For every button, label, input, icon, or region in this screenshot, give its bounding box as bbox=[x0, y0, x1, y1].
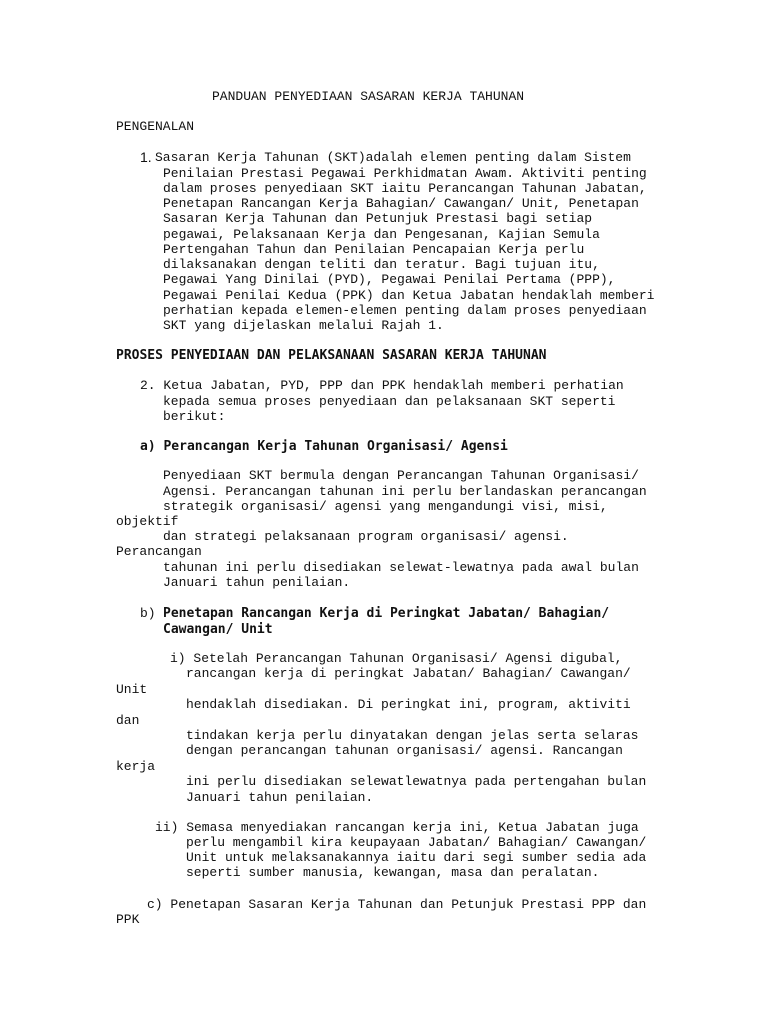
paragraph-line: Pegawai Penilai Kedua (PPK) dan Ketua Jabatan hendaklah memberi bbox=[163, 288, 655, 303]
section-heading-proses: PROSES PENYEDIAAN DAN PELAKSANAAN SASARAN KERJA TAHUNAN bbox=[116, 348, 547, 363]
paragraph-line: Penyediaan SKT bermula dengan Perancangan Tahunan Organisasi/ bbox=[163, 468, 639, 483]
paragraph-line: dilaksanakan dengan teliti dan teratur. Bagi tujuan itu, bbox=[163, 257, 600, 272]
paragraph-line: 2. Ketua Jabatan, PYD, PPP dan PPK hendaklah memberi perhatian bbox=[140, 378, 624, 393]
paragraph-line: Unit bbox=[116, 682, 148, 697]
paragraph-line: dengan perancangan tahunan organisasi/ agensi. Rancangan bbox=[186, 743, 623, 758]
subsection-heading-a: a) Perancangan Kerja Tahunan Organisasi/ Agensi bbox=[140, 439, 508, 454]
paragraph-line: kepada semua proses penyediaan dan pelaksanaan SKT seperti bbox=[163, 394, 616, 409]
paragraph-line: ini perlu disediakan selewatlewatnya pada pertengahan bulan bbox=[186, 774, 647, 789]
paragraph-line: berikut: bbox=[163, 409, 226, 424]
document-title: PANDUAN PENYEDIAAN SASARAN KERJA TAHUNAN bbox=[212, 89, 525, 104]
list-item-i: i) Setelah Perancangan Tahunan Organisasi/ Agensi digubal, bbox=[170, 651, 623, 666]
paragraph-line: Agensi. Perancangan tahunan ini perlu berlandaskan perancangan bbox=[163, 484, 647, 499]
paragraph-line: Januari tahun penilaian. bbox=[186, 790, 374, 805]
paragraph-line: Penetapan Rancangan Kerja Bahagian/ Cawangan/ Unit, Penetapan bbox=[163, 196, 639, 211]
paragraph-number: 1. bbox=[140, 149, 152, 165]
paragraph-line: dalam proses penyediaan SKT iaitu Perancangan Tahunan Jabatan, bbox=[163, 181, 647, 196]
paragraph-line: seperti sumber manusia, kewangan, masa dan peralatan. bbox=[186, 865, 600, 880]
paragraph-line: dan strategi pelaksanaan program organisasi/ agensi. bbox=[163, 529, 569, 544]
subsection-heading-b: Penetapan Rancangan Kerja di Peringkat Jabatan/ Bahagian/ bbox=[163, 606, 610, 621]
paragraph-line: rancangan kerja di peringkat Jabatan/ Bahagian/ Cawangan/ bbox=[186, 666, 631, 681]
section-heading-pengenalan: PENGENALAN bbox=[116, 119, 195, 134]
paragraph-line: dan bbox=[116, 713, 140, 728]
paragraph-line: Januari tahun penilaian. bbox=[163, 575, 351, 590]
paragraph-line: perlu mengambil kira keupayaan Jabatan/ Bahagian/ Cawangan/ bbox=[186, 835, 647, 850]
paragraph-line: Pegawai Yang Dinilai (PYD), Pegawai Penilai Pertama (PPP), bbox=[163, 272, 616, 287]
paragraph-line: objektif bbox=[116, 514, 179, 529]
paragraph-line: Sasaran Kerja Tahunan dan Petunjuk Prestasi bagi setiap bbox=[163, 211, 593, 226]
paragraph-line: hendaklah disediakan. Di peringkat ini, program, aktiviti bbox=[186, 697, 631, 712]
list-item-ii: ii) Semasa menyediakan rancangan kerja ini, Ketua Jabatan juga bbox=[155, 820, 639, 835]
paragraph-line: Unit untuk melaksanakannya iaitu dari segi sumber sedia ada bbox=[186, 850, 647, 865]
paragraph-line: Perancangan bbox=[116, 544, 202, 559]
subsection-heading-c: c) Penetapan Sasaran Kerja Tahunan dan Petunjuk Prestasi PPP dan bbox=[147, 897, 647, 912]
paragraph-line: strategik organisasi/ agensi yang mengandungi visi, misi, bbox=[163, 499, 608, 514]
paragraph-line: SKT yang dijelaskan melalui Rajah 1. bbox=[163, 318, 444, 333]
paragraph-line: PPK bbox=[116, 912, 140, 927]
paragraph-line: kerja bbox=[116, 759, 156, 774]
paragraph-line: tahunan ini perlu disediakan selewat-lewatnya pada awal bulan bbox=[163, 560, 639, 575]
paragraph-line: Penilaian Prestasi Pegawai Perkhidmatan Awam. Aktiviti penting bbox=[163, 166, 647, 181]
paragraph-line: pegawai, Pelaksanaan Kerja dan Pengesanan, Kajian Semula bbox=[163, 227, 600, 242]
subsection-heading-b-cont: Cawangan/ Unit bbox=[163, 622, 273, 637]
paragraph-line: Sasaran Kerja Tahunan (SKT)adalah elemen penting dalam Sistem bbox=[155, 150, 631, 165]
paragraph-line: perhatian kepada elemen-elemen penting dalam proses penyediaan bbox=[163, 303, 647, 318]
paragraph-line: Pertengahan Tahun dan Penilaian Pencapaian Kerja perlu bbox=[163, 242, 585, 257]
subsection-label-b: b) bbox=[140, 606, 156, 621]
paragraph-line: tindakan kerja perlu dinyatakan dengan jelas serta selaras bbox=[186, 728, 639, 743]
